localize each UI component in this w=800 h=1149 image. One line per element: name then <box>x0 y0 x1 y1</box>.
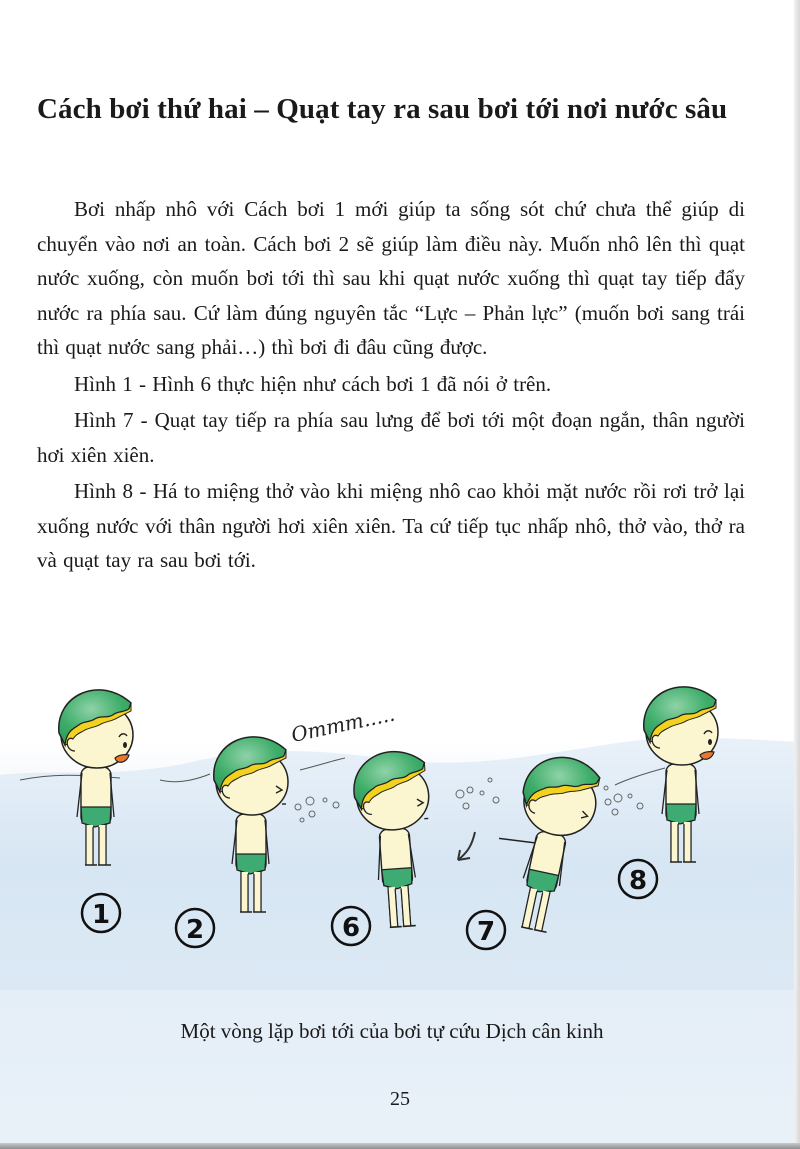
svg-text:8: 8 <box>628 866 648 896</box>
page-number: 25 <box>390 1088 410 1110</box>
swimming-illustration <box>0 660 800 990</box>
section-heading: Cách bơi thứ hai – Quạt tay ra sau bơi tới nơi nước sâu <box>37 93 728 125</box>
paragraph-step-8: Hình 8 - Há to miệng thở vào khi miệng nhô cao khỏi mặt nước rồi rơi trở lại xuống nước với thân người hơi xiên xiên. Ta cứ tiếp tục nhấp nhô, thở vào, thở ra và quạt tay ra sau bơi tới. <box>37 479 745 572</box>
paragraph-intro: Bơi nhấp nhô với Cách bơi 1 mới giúp ta sống sót chứ chưa thể giúp di chuyển vào nơi an toàn. Cách bơi 2 sẽ giúp làm điều này. Muốn nhô lên thì quạt nước xuống, còn muốn bơi tới thì sau khi quạt nước xuống thì quạt tay tiếp đẩy nước ra phía sau. Cứ làm đúng nguyên tắc “Lực – Phản lực” (muốn bơi sang trái thì quạt nước sang phải…) thì bơi đi đâu cũng được. <box>37 197 745 359</box>
body-text <box>37 192 745 580</box>
svg-text:1: 1 <box>91 900 111 930</box>
svg-text:2: 2 <box>185 915 205 945</box>
caption-text: Một vòng lặp bơi tới của bơi tự cứu Dịch cân kinh <box>180 1019 604 1043</box>
paragraph-step-7: Hình 7 - Quạt tay tiếp ra phía sau lưng để bơi tới một đoạn ngắn, thân người hơi xiên xiên. <box>37 408 745 467</box>
svg-text:6: 6 <box>341 913 361 943</box>
sound-effect-text: Ommm..... <box>289 701 397 747</box>
svg-text:7: 7 <box>476 917 496 947</box>
page-edge-right <box>794 0 800 1149</box>
figure-caption <box>0 1016 800 1046</box>
paragraph-step-1-6: Hình 1 - Hình 6 thực hiện như cách bơi 1 đã nói ở trên. <box>74 371 552 396</box>
page-edge-bottom <box>0 1143 800 1149</box>
